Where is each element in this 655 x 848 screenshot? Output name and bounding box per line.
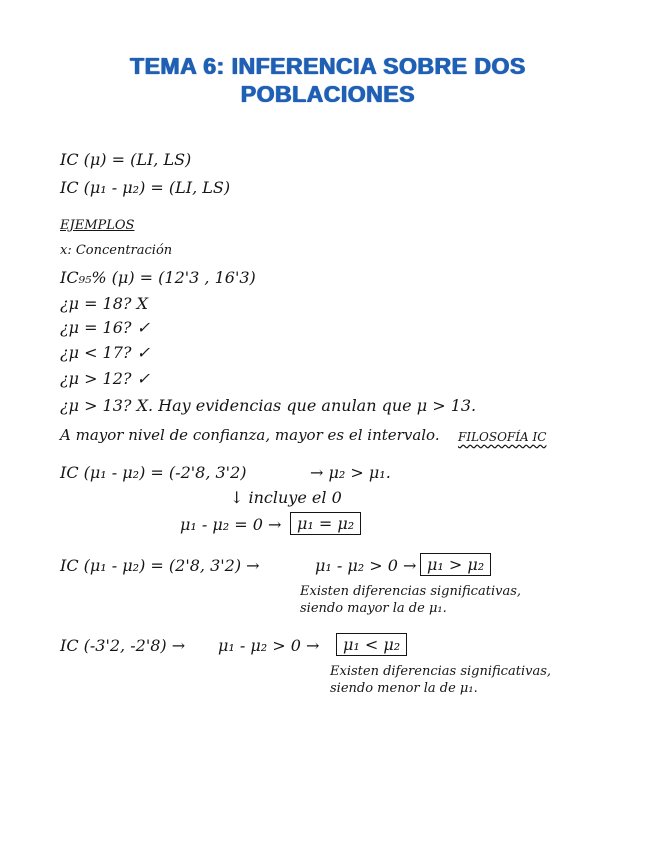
question-1: ¿μ = 18? X: [60, 294, 148, 313]
result-box-less: μ₁ < μ₂: [336, 633, 407, 656]
variable-definition: x: Concentración: [60, 243, 173, 258]
case-3-note-line-2: siendo menor la de μ₁.: [330, 681, 478, 696]
ic-mu-diff-formula: IC (μ₁ - μ₂) = (LI, LS): [60, 178, 231, 197]
case-2-note-line-2: siendo mayor la de μ₁.: [300, 601, 447, 616]
ic-mu-formula: IC (μ) = (LI, LS): [60, 150, 192, 169]
case-3-difference: μ₁ - μ₂ > 0 →: [218, 636, 320, 655]
question-3: ¿μ < 17? ✓: [60, 343, 150, 362]
result-box-equal: μ₁ = μ₂: [290, 512, 361, 535]
ic-case-1-conclusion: → μ₂ > μ₁.: [310, 463, 391, 482]
case-2-note-line-1: Existen diferencias significativas,: [300, 584, 521, 599]
title-line-2: POBLACIONES: [240, 81, 415, 107]
question-4: ¿μ > 12? ✓: [60, 369, 150, 388]
question-2: ¿μ = 16? ✓: [60, 318, 150, 337]
question-5: ¿μ > 13? X. Hay evidencias que anulan que μ > 13.: [60, 396, 477, 415]
ic-case-3: IC (-3'2, -2'8) →: [60, 636, 186, 655]
result-box-greater: μ₁ > μ₂: [420, 553, 491, 576]
ejemplos-heading: EJEMPLOS: [60, 218, 135, 233]
ic-case-1: IC (μ₁ - μ₂) = (-2'8, 3'2): [60, 463, 247, 482]
page-title: [60, 52, 595, 108]
case-3-note-line-1: Existen diferencias significativas,: [330, 664, 551, 679]
confidence-note: A mayor nivel de confianza, mayor es el intervalo.: [60, 426, 440, 444]
ic-example: IC₉₅% (μ) = (12'3 , 16'3): [60, 268, 256, 287]
diff-equals-zero: μ₁ - μ₂ = 0 →: [180, 515, 282, 534]
filosofia-ic-label: FILOSOFÍA IC: [458, 430, 547, 444]
ic-case-2: IC (μ₁ - μ₂) = (2'8, 3'2) →: [60, 556, 260, 575]
title-line-1: TEMA 6: INFERENCIA SOBRE DOS: [129, 53, 526, 79]
includes-zero-note: ↓ incluye el 0: [230, 488, 342, 507]
case-2-difference: μ₁ - μ₂ > 0 →: [315, 556, 417, 575]
